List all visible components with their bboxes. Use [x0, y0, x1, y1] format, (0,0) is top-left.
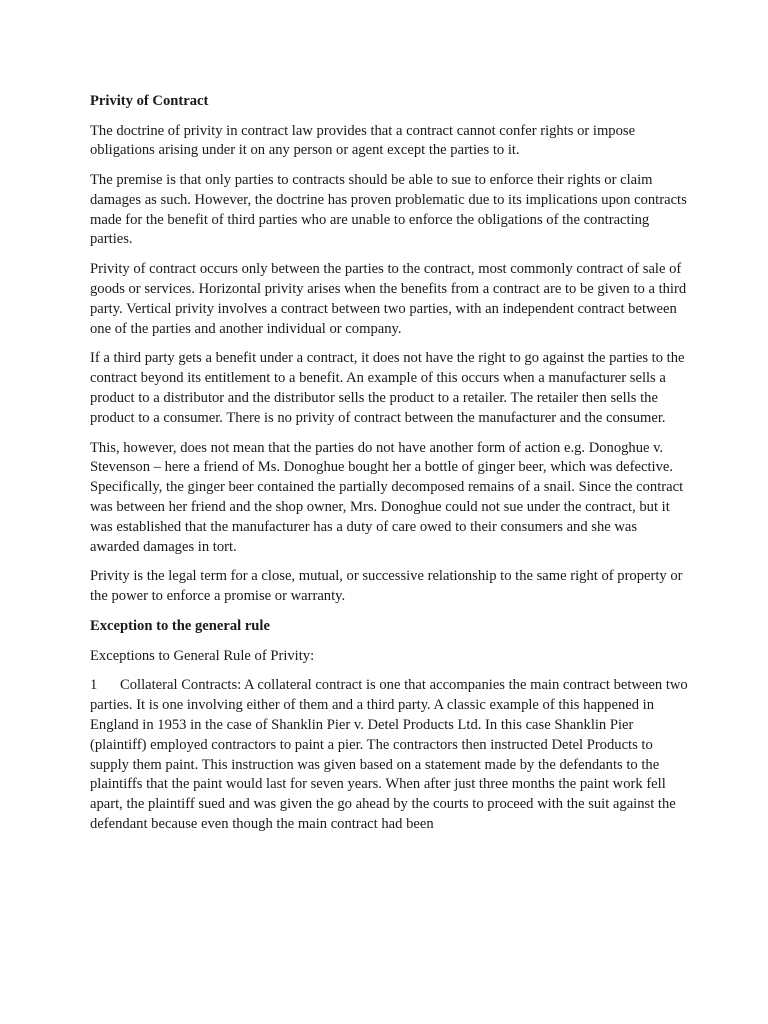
- section-intro: Exceptions to General Rule of Privity:: [90, 647, 315, 664]
- paragraph-third-party: If a third party gets a benefit under a contract, it does not have the right to go against the parties to the contract beyond its entitlement to a benefit. An example of this occurs when a manufacturer sells a product to a distributor and the distributor sells the product to a retailer. The retailer then sells the product to a consumer. There is no privity of contract between the manufacturer and the consumer.: [90, 350, 685, 426]
- list-item-text: Collateral Contracts: A collateral contract is one that accompanies the main contract between two parties. It is one involving either of them and a third party. A classic example of this happened in England in 1953 in the case of Shanklin Pier v. Detel Products Ltd. In this case Shanklin Pier (plaintiff) employed contractors to paint a pier. The contractors then instructed Detel Products to supply them paint. This instruction was given based on a statement made by the defendants to the plaintiffs that the paint would last for seven years. When after just three months the paint work fell apart, the plaintiff sued and was given the go ahead by the courts to proceed with the suit against the defendant because even though the main contract had been: [90, 677, 688, 832]
- document-page: [90, 92, 690, 845]
- paragraph-occurrence: Privity of contract occurs only between the parties to the contract, most commonly contract of sale of goods or services. Horizontal privity arises when the benefits from a contract are to be given to a third party. Vertical privity involves a contract between two parties, with an independent contract between one of the parties and another individual or company.: [90, 261, 687, 337]
- paragraph-donoghue: This, however, does not mean that the parties do not have another form of action e.g. Donoghue v. Stevenson – here a friend of Ms. Donoghue bought her a bottle of ginger beer, which was defective. Specifically, the ginger beer contained the partially decomposed remains of a snail. Since the contract was between her friend and the shop owner, Mrs. Donoghue could not sue under the contract, but it was established that the manufacturer has a duty of care owed to their consumers and she was awarded damages in tort.: [90, 439, 684, 555]
- document-title: Privity of Contract: [90, 93, 209, 109]
- section-heading: Exception to the general rule: [90, 618, 270, 635]
- paragraph-definition: Privity is the legal term for a close, mutual, or successive relationship to the same right of property or the power to enforce a promise or warranty.: [90, 568, 683, 605]
- paragraph-doctrine: The doctrine of privity in contract law provides that a contract cannot confer rights or impose obligations arising under it on any person or agent except the parties to it.: [90, 122, 636, 159]
- paragraph-premise: The premise is that only parties to contracts should be able to sue to enforce their rights or claim damages as such. However, the doctrine has proven problematic due to its implications upon contracts made for the benefit of third parties who are unable to enforce the obligations of the contracting parties.: [90, 172, 687, 248]
- list-item: [90, 676, 690, 834]
- list-item-number: 1: [90, 677, 98, 694]
